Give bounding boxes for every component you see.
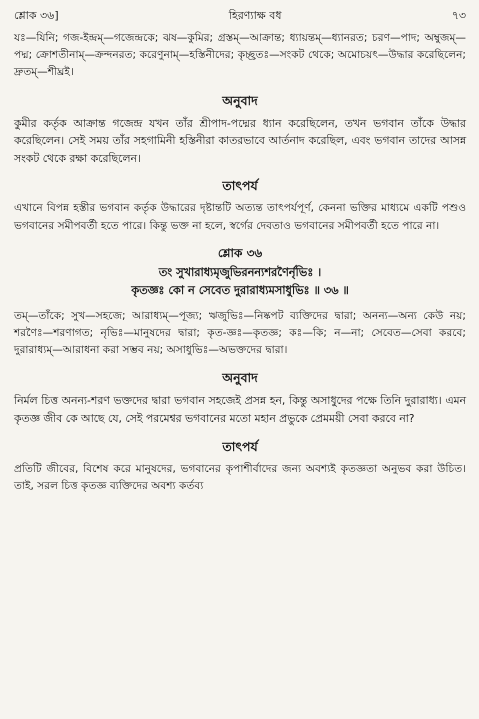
- header-verse-ref: শ্লোক ৩৬]: [14, 9, 59, 22]
- running-header: [14, 8, 466, 24]
- purport-heading-1: তাৎপর্য: [222, 178, 258, 194]
- word-meanings-36: তম্—তাঁকে; সুখ—সহজে; আরাধ্যম্—পূজ্য; ঋজুভিঃ—নিষ্কপট ব্যক্তিদের দ্বারা; অনন্য—অন্য কেউ নয়; শরণৈঃ—শরণাগত; নৃভিঃ—মানুষদের দ্বারা; কৃত-জ্ঞঃ—কৃতজ্ঞ; কঃ—কি; ন—না; সেবেত—সেবা করবে; দুরারাধ্যম্—আরাধনা করা সম্ভব নয়; অসাধুভিঃ—অভক্তদের দ্বারা।: [14, 309, 466, 357]
- purport-heading-2: তাৎপর্য: [222, 438, 258, 454]
- verse-line-1: তং সুখারাধ্যমৃজুভিরনন্যশরণৈর্নৃভিঃ ।: [158, 265, 322, 279]
- page: [14, 8, 466, 495]
- purport-36: প্রতিটি জীবের, বিশেষ করে মানুষদের, ভগবানের কৃপাশীর্বাদের জন্য অবশ্যই কৃতজ্ঞতা অনুভব করা উচিত। তাই, সরল চিত্ত কৃতজ্ঞ ব্যক্তিদের অবশ্য কর্তব্য: [14, 462, 466, 492]
- translation-35: কুমীর কর্তৃক আক্রান্ত গজেন্দ্র যখন তাঁর শ্রীপাদ-পদ্মের ধ্যান করেছিলেন, তখন ভগবান তাঁকে উদ্ধার করেছিলেন। সেই সময় তাঁর সহগামিনী হস্তিনীরা কাতরভাবে আর্তনাদ করেছিল, এবং ভগবান তাদের আসন্ন সংকট থেকে রক্ষা করেছিলেন।: [14, 116, 466, 165]
- verse-title: শ্লোক ৩৬: [217, 245, 263, 260]
- page-number: ৭৩: [451, 9, 466, 22]
- purport-35: এখানে বিপন্ন হস্তীর ভগবান কর্তৃক উদ্ধারের দৃষ্টান্তটি অত্যন্ত তাৎপর্যপূর্ণ, কেননা ভক্তির মাধ্যমে একটি পশুও ভগবানের সমীপবর্তী হতে পারে। কিন্তু ভক্ত না হলে, স্বর্গের দেবতাও ভগবানের সমীপবর্তী হতে পারে না।: [14, 202, 466, 232]
- word-meanings-35: যঃ—যিনি; গজ-ইন্দ্রম্—গজেন্দ্রকে; ঝষ—কুমির; গ্রস্তম্—আক্রান্ত; ধ্যায়ন্তম্—ধ্যানরত; চরণ—পাদ; অম্বুজম্—পদ্ম; ক্রোশতীনাম্—ক্রন্দনরত; করেণুনাম্—হস্তিনীদের; কৃচ্ছ্রতঃ—সংকট থেকে; অমোচয়ৎ—উদ্ধার করেছিলেন; দ্রুতম্—শীঘ্রই।: [14, 32, 466, 79]
- translation-heading-1: অনুবাদ: [222, 92, 258, 108]
- translation-heading-2: অনুবাদ: [222, 370, 258, 386]
- verse-line-2: কৃতজ্ঞঃ কো ন সেবেত দুরারাধ্যমসাধুভিঃ ॥ ৩৬ ॥: [131, 283, 349, 297]
- header-chapter-title: হিরণ্যাক্ষ বধ: [228, 9, 282, 22]
- translation-36: নির্মল চিত্ত অনন্য-শরণ ভক্তদের দ্বারা ভগবান সহজেই প্রসন্ন হন, কিন্তু অসাধুদের পক্ষে তিনি দুরারাধ্য। এমন কৃতজ্ঞ জীব কে আছে যে, সেই পরমেশ্বর ভগবানের মতো মহান প্রভুকে প্রেমময়ী সেবা করবে না?: [14, 394, 466, 425]
